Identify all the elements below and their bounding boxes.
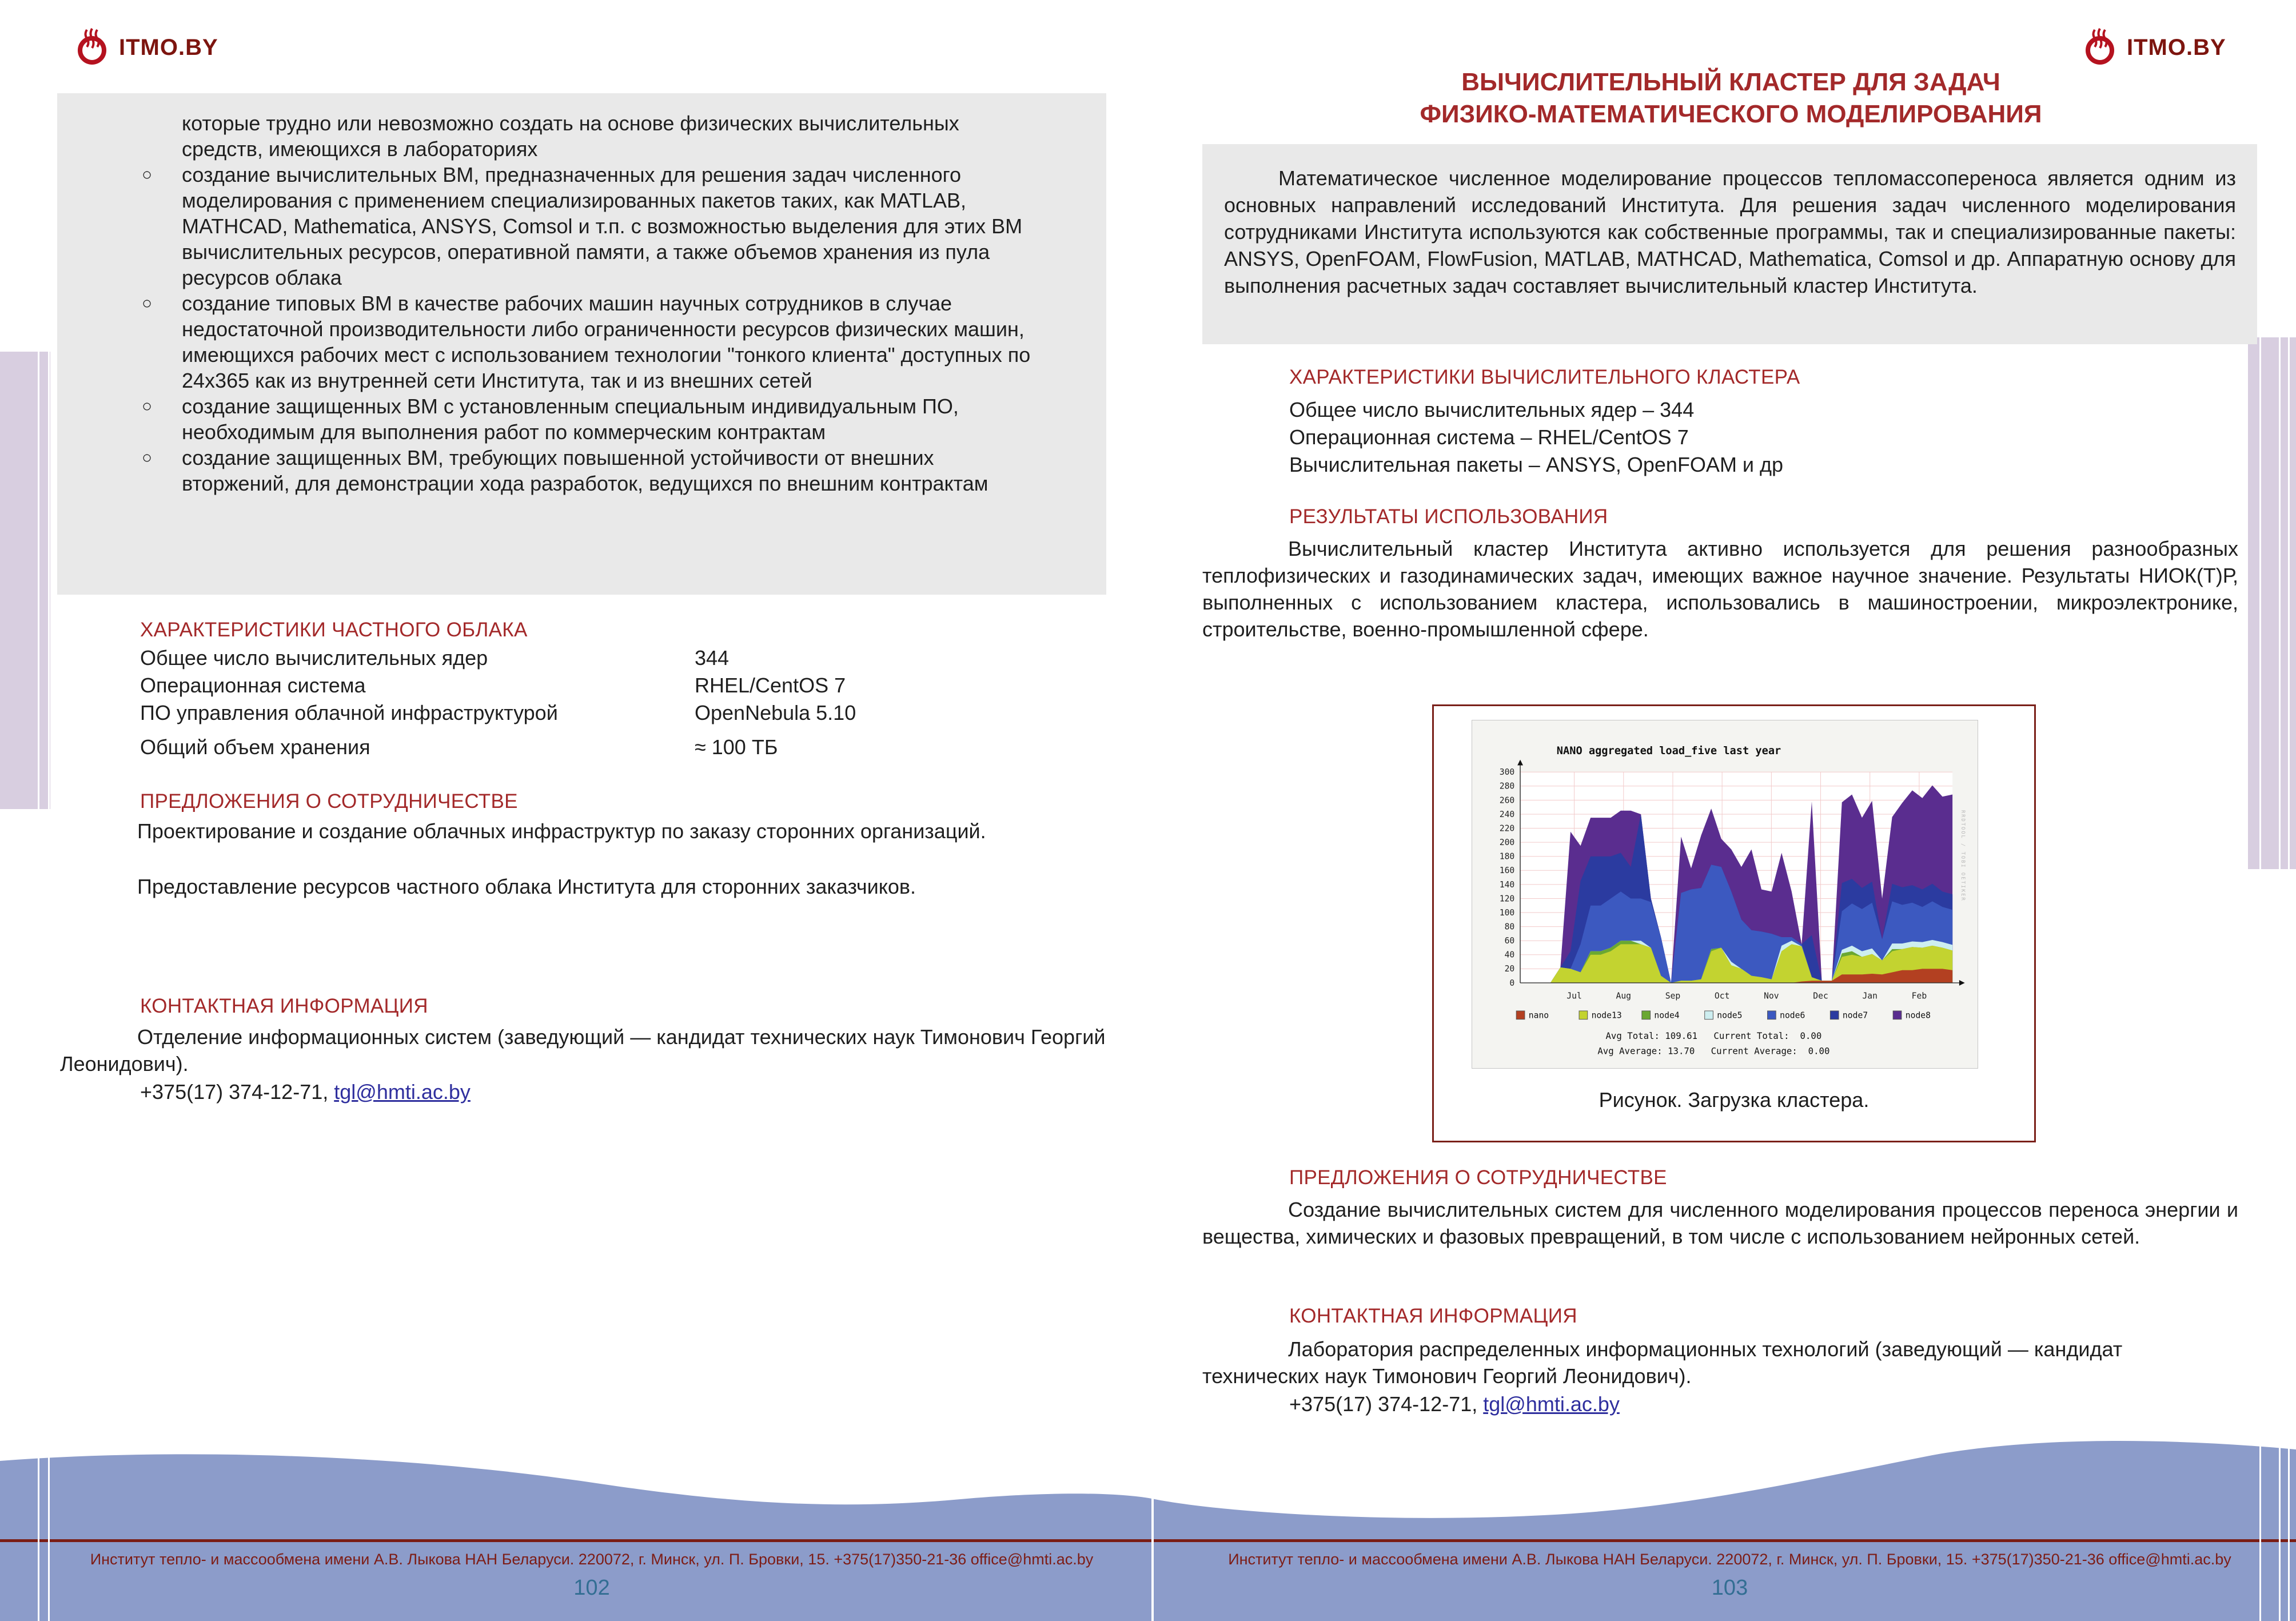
ganglia-chart-panel (1472, 720, 1978, 1069)
svg-text:180: 180 (1499, 851, 1515, 862)
spec-label: Операционная система (140, 674, 366, 697)
spec-label: Общее число вычислительных ядер (140, 646, 488, 670)
svg-text:220: 220 (1499, 823, 1515, 834)
spec-row (140, 646, 1066, 670)
list-item-text: создание защищенных ВМ, требующих повышенной устойчивости от внешних вторжений, для демонстрации хода разработок, ведущихся по внешним контрактам (182, 446, 988, 495)
bullet-continuation: которые трудно или невозможно создать на основе физических вычислительных средств, имеющихся в лабораториях (182, 111, 959, 161)
list-item (142, 290, 1038, 393)
spec-row (140, 674, 1066, 698)
svg-text:node7: node7 (1842, 1010, 1868, 1021)
cluster-spec-line: Общее число вычислительных ядер – 344 (1289, 398, 1695, 421)
svg-text:Oct: Oct (1714, 991, 1730, 1001)
email-link[interactable]: tgl@hmti.ac.by (1483, 1392, 1620, 1416)
svg-text:Aug: Aug (1616, 991, 1632, 1001)
spec-value: ≈ 100 ТБ (695, 735, 778, 759)
svg-text:40: 40 (1504, 950, 1515, 960)
section-heading-cloud-specs: ХАРАКТЕРИСТИКИ ЧАСТНОГО ОБЛАКА (140, 619, 528, 641)
cluster-spec-line: Операционная система – RHEL/CentOS 7 (1289, 425, 1689, 449)
logo-left (73, 27, 218, 68)
results-paragraph: Вычислительный кластер Института активно используется для решения разнообразных теплофизических и газодинамических задач, имеющих важное научное значение. Результаты НИОК(Т)Р, выполненных с использованием кластера, использовались в машиностроении, микроэлектронике, строительстве, военно-промышленной сфере. (1202, 537, 2238, 641)
svg-text:160: 160 (1499, 866, 1515, 876)
spec-row (140, 735, 1066, 759)
section-heading-contact-right: КОНТАКТНАЯ ИНФОРМАЦИЯ (1289, 1305, 1577, 1327)
list-item-text: создание типовых ВМ в качестве рабочих машин научных сотрудников в случае недостаточной производительности либо ограниченности ресурсов физических машин, имеющихся рабочих мест с использованием технологии "тонкого клиента" доступных по 24x365 как из внутренней сети Института, так и из внешних сетей (182, 292, 1031, 392)
footer-divider-line (0, 1539, 2296, 1542)
spec-value: RHEL/CentOS 7 (695, 674, 846, 697)
flame-icon (73, 27, 111, 68)
svg-text:Avg Average: 13.70 Current A: Avg Average: 13.70 Current Average: 0.00 (1597, 1045, 1830, 1057)
svg-text:Dec: Dec (1813, 991, 1828, 1001)
cloud-vm-bullet-list (57, 93, 1106, 595)
intro-paragraph: Математическое численное моделирование процессов тепломассопереноса является одним из основных направлений исследований Института. Для решения задач численного моделирования сотрудниками Института используются как собственные программы, так и специализированные пакеты: ANSYS, OpenFOAM, FlowFusion, MATLAB, MATHCAD, Mathematica, Comsol и др. Аппаратную основу для выполнения расчетных задач составляет вычислительный кластер Института. (1224, 166, 2236, 297)
svg-text:280: 280 (1499, 781, 1515, 791)
logo-text: ITMO.BY (2127, 35, 2226, 60)
logo-right (2081, 27, 2226, 68)
phone-number: +375(17) 374-12-71, (1289, 1392, 1484, 1416)
right-edge-line (2279, 0, 2281, 1621)
cooperation-paragraph-right: Создание вычислительных систем для численного моделирования процессов переноса энергии и вещества, химических и фазовых превращений, в том числе с использованием нейронных сетей. (1202, 1198, 2238, 1248)
svg-text:300: 300 (1499, 767, 1515, 778)
right-edge-line (2259, 0, 2261, 1621)
email-link[interactable]: tgl@hmti.ac.by (334, 1080, 471, 1104)
svg-text:0: 0 (1509, 978, 1515, 988)
svg-text:NANO aggregated load_five last: NANO aggregated load_five last year (1556, 744, 1781, 757)
logo-text: ITMO.BY (119, 35, 218, 60)
svg-text:Feb: Feb (1911, 991, 1927, 1001)
circle-bullet-icon: ○ (142, 448, 153, 467)
circle-bullet-icon: ○ (142, 397, 153, 416)
page-number-left: 102 (573, 1576, 610, 1600)
cluster-spec-line: Вычислительная пакеты – ANSYS, OpenFOAM и др (1289, 453, 1784, 476)
section-heading-contact-left: КОНТАКТНАЯ ИНФОРМАЦИЯ (140, 995, 428, 1017)
cluster-load-chart (1472, 720, 1978, 1068)
svg-text:140: 140 (1499, 879, 1515, 890)
svg-text:node13: node13 (1591, 1010, 1622, 1021)
contact-text-right: Лаборатория распределенных информационных технологий (заведующий — кандидат технических наук Тимонович Георгий Леонидович). (1202, 1337, 2123, 1388)
svg-text:RRDTOOL / TOBI OETIKER: RRDTOOL / TOBI OETIKER (1959, 810, 1966, 902)
flame-icon (2081, 27, 2119, 68)
cluster-load-figure (1432, 704, 2036, 1142)
phone-number: +375(17) 374-12-71, (140, 1080, 334, 1104)
svg-text:node6: node6 (1780, 1010, 1805, 1021)
svg-text:node8: node8 (1905, 1010, 1931, 1021)
section-heading-cooperation-left: ПРЕДЛОЖЕНИЯ О СОТРУДНИЧЕСТВЕ (140, 790, 518, 813)
svg-text:20: 20 (1504, 964, 1515, 974)
spec-label: Общий объем хранения (140, 735, 370, 759)
figure-caption: Рисунок. Загрузка кластера. (1599, 1088, 1870, 1112)
svg-text:80: 80 (1504, 922, 1515, 932)
circle-bullet-icon: ○ (142, 294, 153, 313)
left-decor-band (0, 352, 50, 809)
svg-text:260: 260 (1499, 795, 1515, 806)
list-item (142, 162, 1038, 290)
spec-value: 344 (695, 646, 730, 670)
svg-text:240: 240 (1499, 809, 1515, 819)
right-edge-line (2288, 0, 2290, 1621)
page-gutter-line (1151, 0, 1154, 1621)
svg-text:200: 200 (1499, 838, 1515, 848)
svg-text:120: 120 (1499, 894, 1515, 904)
spec-label: ПО управления облачной инфраструктурой (140, 701, 558, 724)
svg-text:Avg Total: 109.61 Current To: Avg Total: 109.61 Current Total: 0.00 (1605, 1030, 1822, 1042)
section-heading-cooperation-right: ПРЕДЛОЖЕНИЯ О СОТРУДНИЧЕСТВЕ (1289, 1166, 1667, 1189)
svg-text:node4: node4 (1654, 1010, 1680, 1021)
svg-text:Jul: Jul (1566, 991, 1582, 1001)
contact-phone-left (140, 1078, 1055, 1105)
page-title-line2: ФИЗИКО-МАТЕМАТИЧЕСКОГО МОДЕЛИРОВАНИЯ (1420, 100, 2042, 128)
left-edge-line (38, 0, 39, 1621)
list-item-text: создание защищенных ВМ с установленным специальным индивидуальным ПО, необходимым для выполнения работ по коммерческим контрактам (182, 395, 959, 444)
spec-row (140, 701, 1066, 725)
page-title (1212, 66, 2250, 130)
svg-text:Nov: Nov (1764, 991, 1779, 1001)
spec-value: OpenNebula 5.10 (695, 701, 856, 724)
footer-institute-right: Институт тепло- и массообмена имени А.В. Лыкова НАН Беларуси. 220072, г. Минск, ул. П. Бровки, 15. +375(17)350-21-36 office@hmti.ac.by (1228, 1551, 2231, 1568)
svg-text:60: 60 (1504, 936, 1515, 946)
circle-bullet-icon: ○ (142, 165, 153, 184)
svg-text:node5: node5 (1717, 1010, 1743, 1021)
contact-phone-right (1289, 1391, 2204, 1417)
list-item-text: создание вычислительных ВМ, предназначенных для решения задач численного моделирования с применением специализированных пакетов таких, как MATLAB, MATHCAD, Mathematica, ANSYS, Comsol и т.п. с возможностью выделения для этих ВМ вычислительных ресурсов, оперативной памяти, а также объемов хранения из пула ресурсов облака (182, 163, 1023, 289)
cooperation-paragraph-1: Проектирование и создание облачных инфраструктур по заказу сторонних организаций. (137, 819, 986, 843)
footer-institute-left: Институт тепло- и массообмена имени А.В. Лыкова НАН Беларуси. 220072, г. Минск, ул. П. Бровки, 15. +375(17)350-21-36 office@hmti.ac.by (90, 1551, 1094, 1568)
section-heading-results: РЕЗУЛЬТАТЫ ИСПОЛЬЗОВАНИЯ (1289, 505, 1608, 528)
svg-text:nano: nano (1528, 1010, 1549, 1021)
section-heading-cluster-specs: ХАРАКТЕРИСТИКИ ВЫЧИСЛИТЕЛЬНОГО КЛАСТЕРА (1289, 366, 1800, 388)
svg-text:100: 100 (1499, 907, 1515, 918)
svg-text:Sep: Sep (1665, 991, 1681, 1001)
list-item (142, 445, 1038, 496)
svg-text:Jan: Jan (1862, 991, 1878, 1001)
page-number-right: 103 (1711, 1576, 1748, 1600)
contact-text-left: Отделение информационных систем (заведующий — кандидат технических наук Тимонович Георгий Леонидович). (60, 1025, 1106, 1076)
page-title-line1: ВЫЧИСЛИТЕЛЬНЫЙ КЛАСТЕР ДЛЯ ЗАДАЧ (1461, 68, 2000, 96)
list-item (142, 393, 1038, 445)
cooperation-paragraph-2: Предоставление ресурсов частного облака Института для сторонних заказчиков. (137, 875, 916, 898)
left-edge-line (48, 0, 50, 1621)
